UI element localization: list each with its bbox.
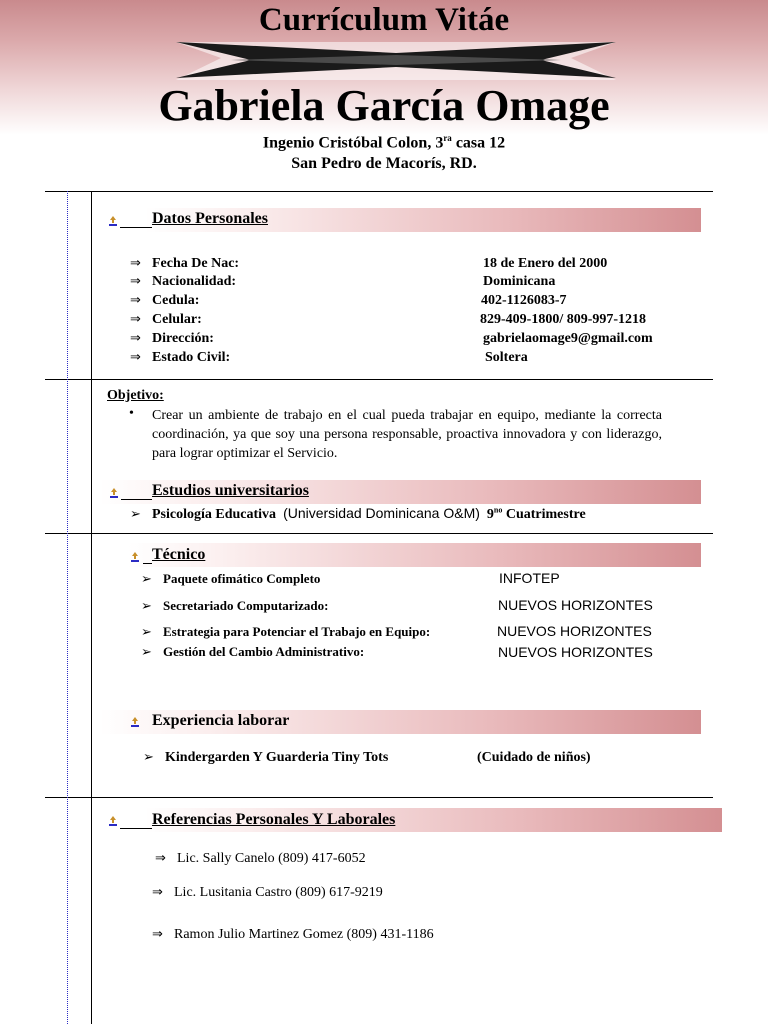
technical-value: INFOTEP: [499, 570, 560, 586]
personal-value: Dominicana: [483, 274, 556, 289]
personal-value: 829-409-1800/ 809-997-1218: [480, 312, 647, 327]
reference-item: ⇒ Ramon Julio Martinez Gomez (809) 431-1186: [152, 927, 434, 942]
section-title-experience: Experiencia laborar: [152, 712, 290, 729]
rule-references: [45, 797, 713, 798]
address-line-2: San Pedro de Macorís, RD.: [291, 155, 477, 172]
diamond-bullet-icon: [130, 552, 140, 562]
section-underline-university: [121, 499, 152, 500]
personal-row: ⇒ Celular:: [130, 312, 202, 327]
technical-value: NUEVOS HORIZONTES: [498, 597, 653, 613]
personal-value: 402-1126083-7: [481, 293, 567, 308]
personal-value: Soltera: [485, 350, 528, 365]
objective-bullet: •: [129, 406, 134, 421]
section-title-technical: Técnico: [152, 546, 206, 563]
section-bar-technical: [128, 543, 701, 567]
objective-label: Objetivo:: [107, 388, 164, 403]
technical-value: NUEVOS HORIZONTES: [497, 623, 652, 639]
section-underline-technical: [143, 563, 152, 564]
technical-value: NUEVOS HORIZONTES: [498, 644, 653, 660]
rule-top: [45, 191, 713, 192]
rule-technical: [45, 533, 713, 534]
technical-row: ➢ Gestión del Cambio Administrativo:: [141, 644, 365, 660]
personal-row: ⇒ Dirección:: [130, 331, 214, 346]
university-row: ➢ Psicología Educativa (Universidad Dominicana O&M) $9^{no}$ Cuatrimestre: [130, 505, 586, 522]
section-underline-personal: [120, 227, 152, 228]
title-banner-ribbon: [176, 40, 616, 82]
section-title-university: Estudios universitarios: [152, 482, 309, 499]
experience-row: ➢ Kindergarden Y Guarderia Tiny Tots: [143, 750, 389, 765]
personal-value: gabrielaomage9@gmail.com: [483, 331, 653, 346]
rule-vertical-dotted: [67, 191, 68, 1024]
objective-text: Crear un ambiente de trabajo en el cual pueda trabajar en equipo, mediante la correcta coordinación, ya que soy una persona responsable, proactiva innovadora y con liderazgo, para lograr optimizar el Servicio.: [152, 408, 662, 461]
diamond-bullet-icon: [109, 488, 119, 498]
section-title-personal: Datos Personales: [152, 210, 268, 227]
experience-role: (Cuidado de niños): [477, 750, 591, 765]
reference-item: ⇒ Lic. Lusitania Castro (809) 617-9219: [152, 885, 383, 900]
candidate-name: Gabriela García Omage: [158, 81, 610, 130]
technical-row: ➢ Estrategia para Potenciar el Trabajo en Equipo:: [141, 624, 431, 640]
technical-row: ➢ Paquete ofimático Completo: [141, 571, 321, 587]
technical-row: ➢ Secretariado Computarizado:: [141, 598, 329, 614]
section-underline-references: [120, 828, 152, 829]
diamond-bullet-icon: [108, 816, 118, 826]
rule-objective: [45, 379, 713, 380]
diamond-bullet-icon: [108, 216, 118, 226]
rule-vertical-solid: [91, 191, 92, 1024]
section-title-references: Referencias Personales Y Laborales: [152, 811, 396, 828]
personal-row: ⇒ Nacionalidad:: [130, 274, 237, 289]
personal-row: ⇒ Fecha De Nac:: [130, 256, 240, 271]
document-title: Currículum Vitáe: [258, 2, 510, 38]
personal-row: ⇒ Cedula:: [130, 293, 200, 308]
diamond-bullet-icon: [130, 717, 140, 727]
reference-item: ⇒ Lic. Sally Canelo (809) 417-6052: [155, 851, 366, 866]
personal-row: ⇒ Estado Civil:: [130, 350, 231, 365]
personal-value: 18 de Enero del 2000: [483, 256, 608, 271]
address-line-1: Ingenio Cristóbal Colon, $3^{ra}$ casa 12: [262, 133, 506, 152]
